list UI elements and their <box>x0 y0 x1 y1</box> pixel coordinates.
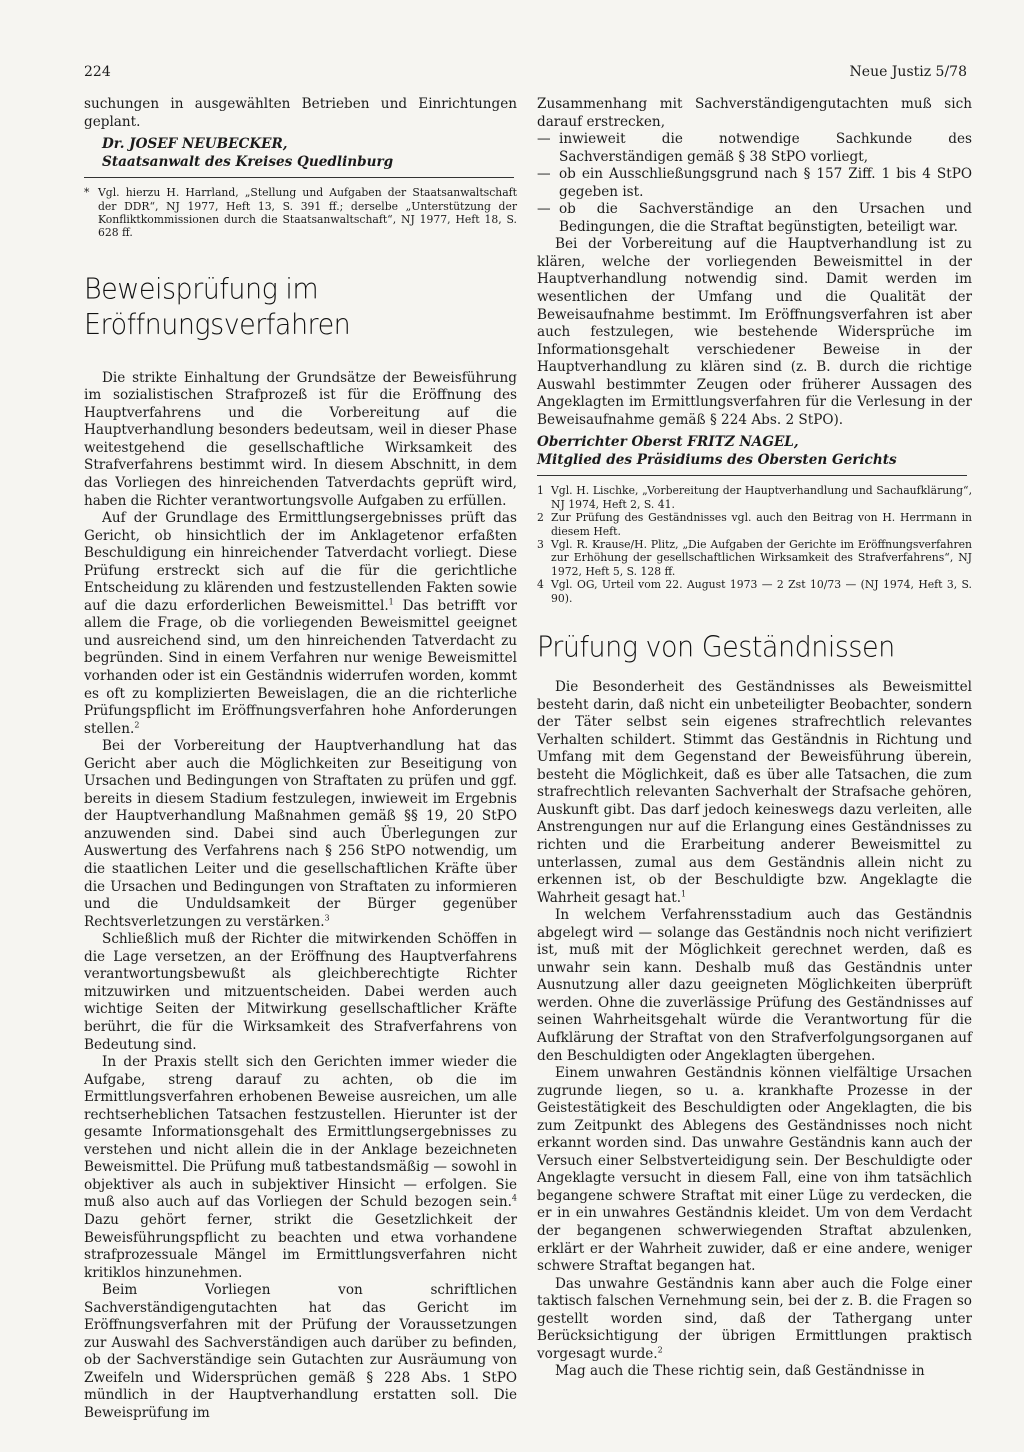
author-name: Oberrichter Oberst FRITZ NAGEL, <box>537 434 799 451</box>
footnote-ref: 2 <box>134 720 140 730</box>
body-paragraph: Einem unwahren Geständnis können vielfältige Ursachen zugrunde liegen, so u. a. krankhafte Prozesse in der Geistestätigkeit des Beschuldigten oder Angeklagten, die bis zum Zeitpunkt des Ablegens des Geständnisses noch nicht erkannt worden sind. Das unwahre Geständnis kann auch der Versuch einer Selbstverteidigung sein. Der Beschuldigte oder Angeklagte versucht in diesem Fall, eine von ihm tatsächlich begangene schwere Straftat mit einer Lüge zu verdecken, die er in ein unwahres Geständnis kleidet. Um von dem Verdacht der begangenen schwerwiegenden Straftat abzulenken, erklärt er der Wahrheit zuwider, daß er eine andere, weniger schwere Straftat begangen hat. <box>537 1065 972 1275</box>
body-paragraph: Bei der Vorbereitung der Hauptverhandlung hat das Gericht aber auch die Möglichkeiten zur Beseitigung von Ursachen und Bedingungen von Straftaten zu prüfen und ggf. bereits in diesem Stadium festzulegen, inwieweit im Ergebnis der Hauptverhandlung Maßnahmen gemäß §§ 19, 20 StPO anzuwenden sind. Dabei sind auch Überlegungen zur Auswertung des Verfahrens nach § 256 StPO notwendig, um die staatlichen Leiter und die gesellschaftlichen Kräfte über die Ursachen und Bedingungen von Straftaten zu informieren und die Unduldsamkeit der Bürger gegenüber Rechtsverletzungen zu verstärken.$^3$ <box>84 738 517 930</box>
footnote-ref: 3 <box>324 913 330 923</box>
body-paragraph: Die Besonderheit des Geständnisses als Beweismittel besteht darin, daß nicht ein unbeteiligter Beobachter, sondern der Täter selbst sein eigenes strafrechtlich relevantes Verhalten schildert. Stimmt das Geständnis in Richtung und Umfang mit dem Gegenstand der Beweisführung überein, besteht die Möglichkeit, daß es über alle Tatsachen, die zum strafrechtlich relevanten Sachverhalt der Strafsache gehören, Auskunft gibt. Das darf jedoch keineswegs dazu verleiten, alle Anstrengungen nur auf die Erlangung eines Geständnisses zu richten und die Erarbeitung anderer Beweismittel zu unterlassen, zumal aus dem Geständnis allein nicht zu erkennen ist, ob der Beschuldigte bzw. Angeklagte die Wahrheit gesagt hat.$^1$ <box>537 679 972 906</box>
author-title: Mitglied des Präsidiums des Obersten Gerichts <box>537 452 897 469</box>
list-item <box>537 166 972 201</box>
footnote-mark: 1 <box>537 484 544 498</box>
footnote-mark: 3 <box>537 538 544 552</box>
footnote-ref: 4 <box>511 1193 517 1203</box>
page-header <box>84 64 967 86</box>
dash-mark: — <box>537 201 551 218</box>
footnote-mark: 2 <box>537 511 544 525</box>
body-paragraph: Zusammenhang mit Sachverständigengutachten muß sich darauf erstrecken, <box>537 96 972 130</box>
author-signature <box>537 433 972 469</box>
footnote-item <box>537 538 972 578</box>
footnote-ref: 1 <box>681 889 687 899</box>
body-paragraph: Das unwahre Geständnis kann aber auch die Folge einer taktisch falschen Vernehmung sein, bei der z. B. die Fragen so gestellt worden sind, daß der Tathergang unter Berücksichtigung der übrigen Ermittlungen praktisch vorgesagt wurde.$^2$ <box>537 1275 972 1362</box>
author-name: Dr. JOSEF NEUBECKER, <box>102 136 288 153</box>
page-number: 224 <box>84 64 111 80</box>
footnote-divider <box>84 177 514 178</box>
list-item-text: ob die Sachverständige an den Ursachen und Bedingungen, die die Straftat begünstigten, beteiligt war. <box>559 201 972 235</box>
section-heading: Beweisprüfung im Eröffnungsverfahren <box>84 273 351 342</box>
author-title: Staatsanwalt des Kreises Quedlinburg <box>102 154 394 171</box>
body-paragraph: In welchem Verfahrensstadium auch das Geständnis abgelegt wird — solange das Geständnis noch nicht verifiziert ist, muß mit der Möglichkeit gerechnet werden, daß es unwahr sein kann. Deshalb muß das Geständnis unter Ausnutzung aller dazu geeigneten Möglichkeiten überprüft werden. Ohne die zuverlässige Prüfung des Geständnisses auf seinen Wahrheitsgehalt würde die Verantwortung für die Aufklärung der Straftat von den Strafverfolgungsorganen auf den Beschuldigten oder Angeklagten übergehen. <box>537 907 972 1064</box>
body-paragraph: Beim Vorliegen von schriftlichen Sachverständigengutachten hat das Gericht im Eröffnungsverfahren mit der Prüfung der Voraussetzungen zur Auswahl des Sachverständigen auch darüber zu befinden, ob der Sachverständige sein Gutachten zur Ausräumung von Zweifeln und Widersprüchen gemäß § 228 Abs. 1 StPO mündlich in der Hauptverhandlung erstatten soll. Die Beweisprüfung im <box>84 1282 517 1421</box>
footnote-ref: 2 <box>657 1345 663 1355</box>
footnote-text: Vgl. hierzu H. Harrland, „Stellung und Aufgaben der Staatsanwaltschaft der DDR“, NJ 1977, Heft 13, S. 391 ff.; derselbe „Unterstützung der Konfliktkommissionen durch die Staatsanwaltschaft“, NJ 1977, Heft 18, S. 628 ff. <box>98 186 517 240</box>
footnote-item <box>84 186 517 240</box>
footnote-mark: * <box>84 186 90 200</box>
body-paragraph: In der Praxis stellt sich den Gerichten immer wieder die Aufgabe, streng darauf zu achten, ob die im Ermittlungsverfahren erhobenen Beweise ausreichen, um alle rechtserheblichen Tatsachen festzustellen. Hierunter ist der gesamte Informationsgehalt des Ermittlungsergebnisses zu verstehen und nicht allein die in der Anklage bezeichneten Beweismittel. Die Prüfung muß tatbestandsmäßig — sowohl in objektiver als auch in subjektiver Hinsicht — erfolgen. Sie muß also auch auf das Vorliegen der Schuld bezogen sein.$^4$ Dazu gehört ferner, strikt die Gesetzlichkeit der Beweisführungspflicht zu beachten und etwa vorhandene strafprozessuale Mängel im Ermittlungsverfahren nicht kritiklos hinzunehmen. <box>84 1054 517 1281</box>
left-column <box>84 96 517 1423</box>
list-item <box>537 131 972 166</box>
list-item-text: inwieweit die notwendige Sachkunde des Sachverständigen gemäß § 38 StPO vorliegt, <box>559 131 972 165</box>
dash-mark: — <box>537 131 551 148</box>
footnote-ref: 1 <box>388 597 394 607</box>
footnote-text: Zur Prüfung des Geständnisses vgl. auch den Beitrag von H. Herrmann in diesem Heft. <box>551 511 972 538</box>
footnote-text: Vgl. OG, Urteil vom 22. August 1973 — 2 Zst 10/73 — (NJ 1974, Heft 3, S. 90). <box>551 578 972 605</box>
list-item <box>537 201 972 236</box>
body-paragraph: Bei der Vorbereitung auf die Hauptverhandlung ist zu klären, welche der vorliegenden Beweismittel in der Hauptverhandlung notwendig sind. Damit werden im wesentlichen der Umfang und die Qualität der Beweisaufnahme bestimmt. Im Eröffnungsverfahren ist aber auch festzulegen, wie bestehende Widersprüche im Informationsgehalt verschiedener Beweise in der Hauptverhandlung zu klären sind (z. B. durch die richtige Auswahl bestimmter Zeugen oder früherer Aussagen des Angeklagten im Ermittlungsverfahren für die Verlesung in der Beweisaufnahme gemäß § 224 Abs. 2 StPO). <box>537 236 972 428</box>
footnote-item <box>537 511 972 538</box>
continuation-paragraph: suchungen in ausgewählten Betrieben und Einrichtungen geplant. <box>84 96 517 130</box>
author-signature <box>102 135 517 171</box>
body-paragraph: Auf der Grundlage des Ermittlungsergebnisses prüft das Gericht, ob hinsichtlich der im Anklagetenor erfaßten Beschuldigung ein hinreichender Tatverdacht vorliegt. Diese Prüfung erstreckt sich auf die für die gerichtliche Entscheidung zu klärenden und festzustellenden Fakten sowie auf die dazu erforderlichen Beweismittel.$^1$ Das betrifft vor allem die Frage, ob die vorliegenden Beweismittel geeignet und ausreichend sind, um den hinreichenden Tatverdacht zu begründen. Sind in einem Verfahren nur wenige Beweismittel vorhanden oder ist ein Geständnis widerrufen worden, kommt es oft zu komplizierten Beweislagen, die an die richterliche Prüfungspflicht im Eröffnungsverfahren hohe Anforderungen stellen.$^2$ <box>84 510 517 737</box>
footnote-mark: 4 <box>537 578 544 592</box>
footnote-text: Vgl. R. Krause/H. Plitz, „Die Aufgaben der Gerichte im Eröffnungsverfahren zur Erhöhung der gesellschaftlichen Wirksamkeit des Strafverfahrens“, NJ 1972, Heft 5, S. 128 ff. <box>551 538 972 578</box>
body-paragraph: Schließlich muß der Richter die mitwirkenden Schöffen in die Lage versetzen, an der Eröffnung des Hauptverfahrens verantwortungsbewußt als gleichberechtigte Richter mitzuwirken und mitzuentscheiden. Dabei werden auch wichtige Seiten der Mitwirkung gesellschaftlicher Kräfte berührt, die für die Wirksamkeit des Strafverfahrens von Bedeutung sind. <box>84 931 517 1053</box>
section-heading: Prüfung von Geständnissen <box>537 631 895 664</box>
footnote-item <box>537 578 972 605</box>
footnote-divider <box>537 475 967 476</box>
journal-issue: Neue Justiz 5/78 <box>849 64 967 80</box>
footnote-text: Vgl. H. Lischke, „Vorbereitung der Hauptverhandlung und Sachaufklärung“, NJ 1974, Heft 2, S. 41. <box>551 484 972 511</box>
dash-mark: — <box>537 166 551 183</box>
body-paragraph: Mag auch die These richtig sein, daß Geständnisse in <box>555 1363 925 1380</box>
footnote-item <box>537 484 972 511</box>
body-paragraph: Die strikte Einhaltung der Grundsätze der Beweisführung im sozialistischen Strafprozeß ist für die Eröffnung des Hauptverfahrens und die Vorbereitung auf die Hauptverhandlung besonders bedeutsam, weil in dieser Phase weitestgehend die gesellschaftliche Wirksamkeit des Strafverfahrens bestimmt wird. In diesem Abschnitt, in dem das Vorliegen des hinreichenden Tatverdachts geprüft wird, haben die Richter verantwortungsvolle Aufgaben zu erfüllen. <box>84 369 517 509</box>
right-column <box>537 96 972 1381</box>
list-item-text: ob ein Ausschließungsgrund nach § 157 Ziff. 1 bis 4 StPO gegeben ist. <box>559 166 972 200</box>
